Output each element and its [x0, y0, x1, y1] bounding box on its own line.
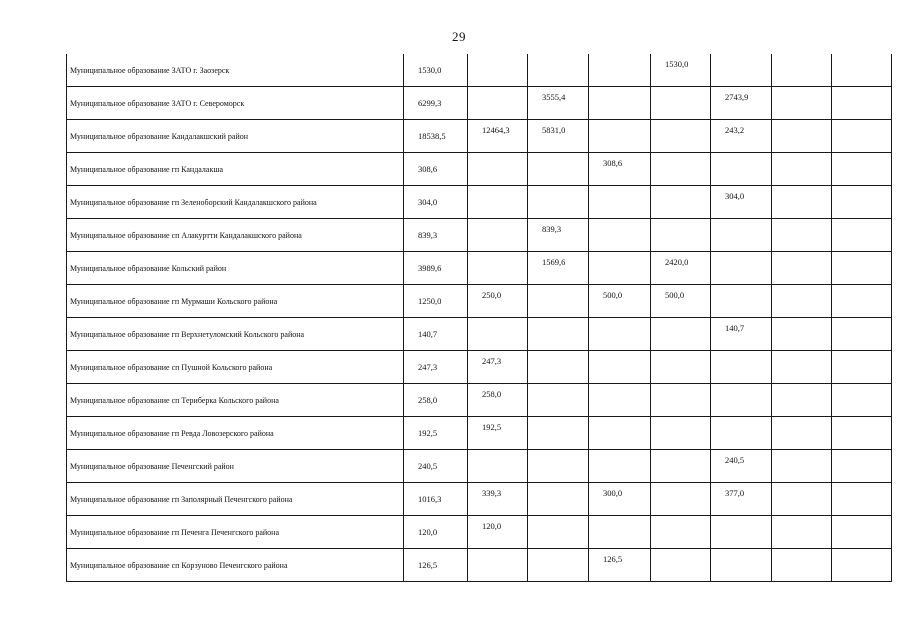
table-row — [67, 54, 892, 87]
amount-cell-c7 — [832, 219, 892, 252]
table-row — [67, 285, 892, 318]
amount-cell-c3 — [589, 384, 651, 417]
municipality-name-cell: Муниципальное образование Печенгский район — [67, 450, 404, 483]
total-amount-value: 1530,0 — [418, 65, 442, 75]
total-amount-value: 126,5 — [418, 560, 438, 570]
amount-cell-c1 — [468, 483, 528, 516]
amount-cell-c1 — [468, 252, 528, 285]
amount-value-c3: 300,0 — [603, 488, 623, 498]
amount-cell-c2 — [528, 417, 589, 450]
table-row — [67, 252, 892, 285]
amount-value-c5: 243,2 — [725, 125, 745, 135]
amount-value-c4: 2420,0 — [665, 257, 689, 267]
amount-cell-c4 — [651, 54, 711, 87]
municipality-name-cell: Муниципальное образование гп Зеленоборский Кандалакшского района — [67, 186, 404, 219]
total-amount-cell — [404, 549, 468, 582]
amount-cell-c4 — [651, 417, 711, 450]
amount-cell-c4 — [651, 516, 711, 549]
amount-cell-c6 — [772, 186, 832, 219]
municipality-name-cell: Муниципальное образование гп Кандалакша — [67, 153, 404, 186]
amount-value-c3: 500,0 — [603, 290, 623, 300]
total-amount-cell — [404, 516, 468, 549]
municipality-name-cell: Муниципальное образование сп Териберка Кольского района — [67, 384, 404, 417]
amount-cell-c6 — [772, 483, 832, 516]
amount-cell-c3 — [589, 285, 651, 318]
total-amount-cell — [404, 186, 468, 219]
municipality-name-cell: Муниципальное образование сп Алакуртти Кандалакшского района — [67, 219, 404, 252]
amount-cell-c5 — [711, 483, 772, 516]
amount-cell-c7 — [832, 252, 892, 285]
amount-cell-c4 — [651, 351, 711, 384]
amount-cell-c3 — [589, 219, 651, 252]
municipality-name-cell: Муниципальное образование гп Мурмаши Кольского района — [67, 285, 404, 318]
municipality-name-cell: Муниципальное образование гп Печенга Печенгского района — [67, 516, 404, 549]
amount-cell-c1 — [468, 450, 528, 483]
amount-cell-c7 — [832, 318, 892, 351]
municipality-name-cell: Муниципальное образование Кольский район — [67, 252, 404, 285]
total-amount-cell — [404, 483, 468, 516]
amount-value-c5: 240,5 — [725, 455, 745, 465]
amount-value-c5: 377,0 — [725, 488, 745, 498]
amount-value-c2: 839,3 — [542, 224, 562, 234]
municipality-name-cell: Муниципальное образование сп Корзуново Печенгского района — [67, 549, 404, 582]
amount-cell-c7 — [832, 549, 892, 582]
amount-value-c4: 500,0 — [665, 290, 685, 300]
amount-cell-c7 — [832, 384, 892, 417]
amount-cell-c4 — [651, 384, 711, 417]
amount-cell-c3 — [589, 516, 651, 549]
amount-cell-c1 — [468, 516, 528, 549]
amount-cell-c6 — [772, 285, 832, 318]
total-amount-value: 1016,3 — [418, 494, 442, 504]
amount-cell-c3 — [589, 120, 651, 153]
table-row — [67, 153, 892, 186]
amount-cell-c4 — [651, 252, 711, 285]
amount-cell-c1 — [468, 219, 528, 252]
amount-value-c2: 1569,6 — [542, 257, 566, 267]
total-amount-value: 192,5 — [418, 428, 438, 438]
amount-cell-c3 — [589, 450, 651, 483]
total-amount-cell — [404, 417, 468, 450]
amount-cell-c2 — [528, 516, 589, 549]
municipality-name-cell: Муниципальное образование гп Заполярный Печенгского района — [67, 483, 404, 516]
amount-cell-c6 — [772, 450, 832, 483]
amount-cell-c7 — [832, 153, 892, 186]
total-amount-cell — [404, 87, 468, 120]
amount-cell-c6 — [772, 516, 832, 549]
amount-cell-c7 — [832, 54, 892, 87]
total-amount-value: 18538,5 — [418, 131, 446, 141]
amount-cell-c5 — [711, 54, 772, 87]
total-amount-value: 247,3 — [418, 362, 438, 372]
amount-cell-c7 — [832, 285, 892, 318]
table-row — [67, 87, 892, 120]
amount-cell-c2 — [528, 351, 589, 384]
amount-cell-c1 — [468, 54, 528, 87]
total-amount-value: 839,3 — [418, 230, 438, 240]
amount-cell-c5 — [711, 120, 772, 153]
amount-cell-c3 — [589, 549, 651, 582]
amount-cell-c2 — [528, 252, 589, 285]
amount-cell-c1 — [468, 186, 528, 219]
amount-value-c1: 12464,3 — [482, 125, 510, 135]
amount-cell-c4 — [651, 219, 711, 252]
amount-value-c3: 126,5 — [603, 554, 623, 564]
amount-cell-c4 — [651, 87, 711, 120]
amount-cell-c5 — [711, 87, 772, 120]
amount-cell-c6 — [772, 87, 832, 120]
amount-value-c5: 2743,9 — [725, 92, 749, 102]
amount-cell-c6 — [772, 549, 832, 582]
amount-value-c1: 120,0 — [482, 521, 502, 531]
amount-cell-c2 — [528, 153, 589, 186]
amount-cell-c1 — [468, 417, 528, 450]
amount-cell-c2 — [528, 54, 589, 87]
table-row — [67, 450, 892, 483]
amount-cell-c6 — [772, 219, 832, 252]
table-row — [67, 120, 892, 153]
amount-cell-c5 — [711, 285, 772, 318]
budget-allocation-table — [66, 54, 892, 582]
total-amount-cell — [404, 351, 468, 384]
amount-cell-c1 — [468, 87, 528, 120]
amount-value-c1: 258,0 — [482, 389, 502, 399]
amount-cell-c5 — [711, 516, 772, 549]
amount-cell-c3 — [589, 186, 651, 219]
total-amount-value: 240,5 — [418, 461, 438, 471]
amount-cell-c1 — [468, 318, 528, 351]
amount-cell-c7 — [832, 450, 892, 483]
amount-cell-c6 — [772, 351, 832, 384]
amount-cell-c6 — [772, 252, 832, 285]
amount-cell-c1 — [468, 285, 528, 318]
amount-cell-c5 — [711, 318, 772, 351]
total-amount-value: 308,6 — [418, 164, 438, 174]
amount-cell-c7 — [832, 186, 892, 219]
table-row — [67, 384, 892, 417]
amount-cell-c5 — [711, 417, 772, 450]
amount-cell-c4 — [651, 153, 711, 186]
amount-cell-c5 — [711, 219, 772, 252]
amount-value-c2: 5831,0 — [542, 125, 566, 135]
municipality-name-cell: Муниципальное образование Кандалакшский район — [67, 120, 404, 153]
amount-cell-c4 — [651, 186, 711, 219]
total-amount-cell — [404, 54, 468, 87]
amount-cell-c4 — [651, 120, 711, 153]
amount-cell-c7 — [832, 351, 892, 384]
amount-cell-c3 — [589, 54, 651, 87]
total-amount-cell — [404, 450, 468, 483]
amount-cell-c7 — [832, 516, 892, 549]
table-row — [67, 417, 892, 450]
total-amount-value: 304,0 — [418, 197, 438, 207]
municipality-name-cell: Муниципальное образование ЗАТО г. Североморск — [67, 87, 404, 120]
amount-cell-c6 — [772, 153, 832, 186]
total-amount-value: 3989,6 — [418, 263, 442, 273]
amount-value-c5: 304,0 — [725, 191, 745, 201]
amount-cell-c7 — [832, 87, 892, 120]
total-amount-cell — [404, 153, 468, 186]
amount-cell-c5 — [711, 186, 772, 219]
table-row — [67, 483, 892, 516]
amount-cell-c2 — [528, 87, 589, 120]
table-body — [67, 54, 892, 582]
municipality-name-cell: Муниципальное образование гп Верхнетуломский Кольского района — [67, 318, 404, 351]
amount-cell-c3 — [589, 351, 651, 384]
amount-cell-c3 — [589, 153, 651, 186]
amount-cell-c5 — [711, 153, 772, 186]
amount-cell-c7 — [832, 483, 892, 516]
amount-cell-c3 — [589, 318, 651, 351]
amount-cell-c4 — [651, 450, 711, 483]
amount-cell-c4 — [651, 483, 711, 516]
amount-value-c3: 308,6 — [603, 158, 623, 168]
municipality-name-cell: Муниципальное образование сп Пушной Кольского района — [67, 351, 404, 384]
total-amount-value: 140,7 — [418, 329, 438, 339]
amount-cell-c2 — [528, 318, 589, 351]
total-amount-cell — [404, 219, 468, 252]
amount-value-c1: 250,0 — [482, 290, 502, 300]
amount-cell-c2 — [528, 219, 589, 252]
amount-cell-c1 — [468, 351, 528, 384]
table-row — [67, 549, 892, 582]
amount-value-c4: 1530,0 — [665, 59, 689, 69]
amount-cell-c5 — [711, 351, 772, 384]
total-amount-cell — [404, 384, 468, 417]
amount-cell-c5 — [711, 252, 772, 285]
amount-value-c2: 3555,4 — [542, 92, 566, 102]
amount-value-c5: 140,7 — [725, 323, 745, 333]
total-amount-value: 6299,3 — [418, 98, 442, 108]
total-amount-cell — [404, 120, 468, 153]
amount-cell-c7 — [832, 120, 892, 153]
total-amount-cell — [404, 285, 468, 318]
municipality-name-cell: Муниципальное образование ЗАТО г. Заозерск — [67, 54, 404, 87]
amount-cell-c2 — [528, 186, 589, 219]
table-row — [67, 351, 892, 384]
amount-cell-c6 — [772, 417, 832, 450]
amount-cell-c6 — [772, 54, 832, 87]
total-amount-value: 120,0 — [418, 527, 438, 537]
amount-cell-c6 — [772, 318, 832, 351]
table-row — [67, 219, 892, 252]
table-row — [67, 318, 892, 351]
total-amount-cell — [404, 318, 468, 351]
amount-cell-c5 — [711, 450, 772, 483]
amount-cell-c3 — [589, 252, 651, 285]
amount-cell-c2 — [528, 120, 589, 153]
amount-cell-c5 — [711, 549, 772, 582]
total-amount-value: 1250,0 — [418, 296, 442, 306]
table-row — [67, 516, 892, 549]
municipality-name-cell: Муниципальное образование гп Ревда Ловозерского района — [67, 417, 404, 450]
amount-cell-c1 — [468, 384, 528, 417]
amount-cell-c7 — [832, 417, 892, 450]
amount-cell-c4 — [651, 549, 711, 582]
page-number: 29 — [452, 29, 466, 44]
amount-cell-c2 — [528, 483, 589, 516]
amount-cell-c3 — [589, 483, 651, 516]
amount-cell-c4 — [651, 285, 711, 318]
amount-value-c1: 247,3 — [482, 356, 502, 366]
amount-cell-c1 — [468, 153, 528, 186]
amount-cell-c4 — [651, 318, 711, 351]
amount-cell-c3 — [589, 87, 651, 120]
amount-cell-c2 — [528, 384, 589, 417]
total-amount-value: 258,0 — [418, 395, 438, 405]
total-amount-cell — [404, 252, 468, 285]
amount-cell-c5 — [711, 384, 772, 417]
amount-cell-c1 — [468, 120, 528, 153]
amount-cell-c2 — [528, 285, 589, 318]
amount-value-c1: 192,5 — [482, 422, 502, 432]
amount-cell-c3 — [589, 417, 651, 450]
table-row — [67, 186, 892, 219]
amount-cell-c1 — [468, 549, 528, 582]
amount-cell-c6 — [772, 120, 832, 153]
amount-value-c1: 339,3 — [482, 488, 502, 498]
amount-cell-c2 — [528, 549, 589, 582]
amount-cell-c6 — [772, 384, 832, 417]
amount-cell-c2 — [528, 450, 589, 483]
